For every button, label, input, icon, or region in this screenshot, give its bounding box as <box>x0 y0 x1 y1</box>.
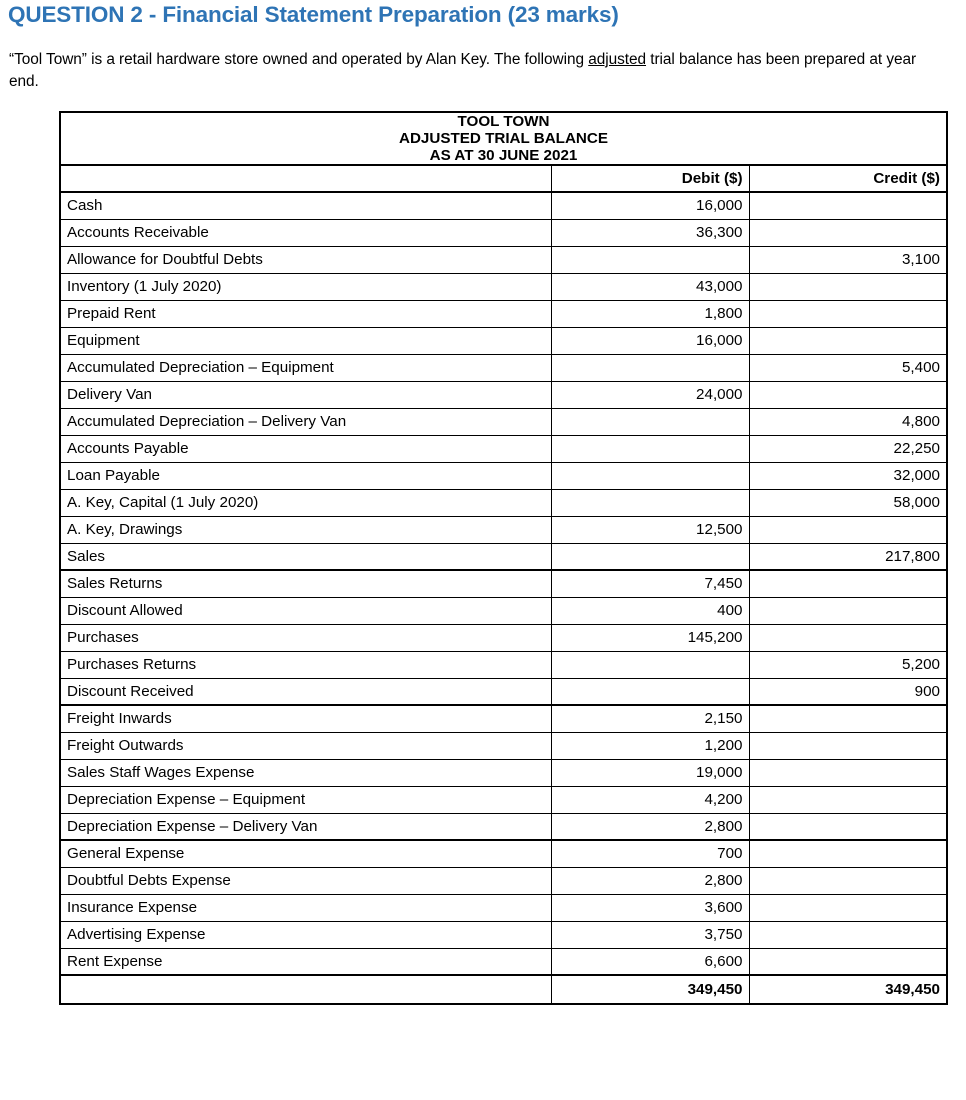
cell-account-name: Sales <box>60 543 551 570</box>
cell-account-name: Prepaid Rent <box>60 300 551 327</box>
cell-account-name: Cash <box>60 192 551 219</box>
trial-balance-container <box>59 111 946 1005</box>
table-row <box>60 435 947 462</box>
cell-debit-amount <box>551 489 749 516</box>
column-header-debit: Debit ($) <box>551 165 749 192</box>
cell-credit-amount <box>749 894 947 921</box>
table-row <box>60 813 947 840</box>
cell-account-name: Freight Outwards <box>60 732 551 759</box>
table-row <box>60 705 947 732</box>
cell-account-name: Allowance for Doubtful Debts <box>60 246 551 273</box>
cell-account-name: Sales Staff Wages Expense <box>60 759 551 786</box>
cell-credit-amount: 58,000 <box>749 489 947 516</box>
cell-credit-amount <box>749 732 947 759</box>
table-row <box>60 543 947 570</box>
table-row <box>60 327 947 354</box>
table-title-line-1: TOOL TOWN <box>457 113 550 130</box>
cell-credit-amount: 3,100 <box>749 246 947 273</box>
cell-debit-amount: 43,000 <box>551 273 749 300</box>
cell-account-name: Discount Received <box>60 678 551 705</box>
cell-account-name: Sales Returns <box>60 570 551 597</box>
cell-credit-amount <box>749 624 947 651</box>
page-title: QUESTION 2 - Financial Statement Preparation (23 marks) <box>8 2 619 27</box>
table-title-line-2: ADJUSTED TRIAL BALANCE <box>399 130 608 147</box>
intro-text-before: “Tool Town” is a retail hardware store owned and operated by Alan Key. The following <box>9 51 589 68</box>
cell-account-name: Inventory (1 July 2020) <box>60 273 551 300</box>
cell-credit-amount <box>749 192 947 219</box>
table-body <box>60 112 947 1004</box>
table-row <box>60 246 947 273</box>
cell-debit-amount: 3,750 <box>551 921 749 948</box>
cell-account-name: Advertising Expense <box>60 921 551 948</box>
table-row <box>60 570 947 597</box>
table-row <box>60 786 947 813</box>
cell-credit-amount <box>749 759 947 786</box>
cell-credit-amount <box>749 300 947 327</box>
cell-debit-amount: 4,200 <box>551 786 749 813</box>
adjusted-trial-balance-table <box>59 111 948 1005</box>
cell-account-name: Accounts Receivable <box>60 219 551 246</box>
cell-debit-amount: 2,800 <box>551 813 749 840</box>
cell-credit-amount: 217,800 <box>749 543 947 570</box>
table-row <box>60 462 947 489</box>
cell-debit-amount: 24,000 <box>551 381 749 408</box>
intro-emphasis-adjusted: adjusted <box>588 51 647 68</box>
cell-credit-amount: 900 <box>749 678 947 705</box>
cell-account-name: Doubtful Debts Expense <box>60 867 551 894</box>
cell-debit-amount <box>551 543 749 570</box>
cell-debit-amount: 16,000 <box>551 327 749 354</box>
table-row <box>60 921 947 948</box>
cell-debit-amount <box>551 651 749 678</box>
totals-row <box>60 975 947 1004</box>
cell-debit-amount: 400 <box>551 597 749 624</box>
table-row <box>60 651 947 678</box>
cell-credit-amount <box>749 948 947 975</box>
table-row <box>60 381 947 408</box>
cell-debit-amount: 1,800 <box>551 300 749 327</box>
cell-account-name: Rent Expense <box>60 948 551 975</box>
cell-credit-amount <box>749 813 947 840</box>
cell-account-name: Accumulated Depreciation – Delivery Van <box>60 408 551 435</box>
table-row <box>60 408 947 435</box>
cell-totals-label <box>60 975 551 1004</box>
table-row <box>60 948 947 975</box>
table-row <box>60 300 947 327</box>
cell-credit-amount <box>749 705 947 732</box>
table-row <box>60 354 947 381</box>
table-title-line-3: AS AT 30 JUNE 2021 <box>429 147 578 164</box>
cell-debit-amount <box>551 354 749 381</box>
cell-credit-amount <box>749 273 947 300</box>
cell-account-name: Delivery Van <box>60 381 551 408</box>
table-row <box>60 732 947 759</box>
cell-account-name: A. Key, Capital (1 July 2020) <box>60 489 551 516</box>
cell-debit-amount <box>551 435 749 462</box>
cell-account-name: A. Key, Drawings <box>60 516 551 543</box>
table-row <box>60 840 947 867</box>
cell-credit-amount <box>749 840 947 867</box>
cell-credit-amount: 4,800 <box>749 408 947 435</box>
cell-account-name: Depreciation Expense – Equipment <box>60 786 551 813</box>
cell-credit-amount: 5,200 <box>749 651 947 678</box>
cell-credit-amount <box>749 921 947 948</box>
cell-debit-amount <box>551 678 749 705</box>
cell-account-name: Loan Payable <box>60 462 551 489</box>
cell-credit-amount <box>749 219 947 246</box>
cell-totals-credit: 349,450 <box>749 975 947 1004</box>
cell-credit-amount: 5,400 <box>749 354 947 381</box>
table-row <box>60 219 947 246</box>
table-row <box>60 489 947 516</box>
table-row <box>60 516 947 543</box>
cell-debit-amount: 19,000 <box>551 759 749 786</box>
table-row <box>60 867 947 894</box>
cell-debit-amount: 145,200 <box>551 624 749 651</box>
cell-debit-amount: 12,500 <box>551 516 749 543</box>
column-header-row <box>60 165 947 192</box>
cell-credit-amount: 32,000 <box>749 462 947 489</box>
cell-account-name: Freight Inwards <box>60 705 551 732</box>
cell-credit-amount: 22,250 <box>749 435 947 462</box>
cell-debit-amount: 36,300 <box>551 219 749 246</box>
cell-account-name: Accumulated Depreciation – Equipment <box>60 354 551 381</box>
cell-credit-amount <box>749 327 947 354</box>
cell-account-name: Accounts Payable <box>60 435 551 462</box>
cell-account-name: Purchases Returns <box>60 651 551 678</box>
table-row <box>60 597 947 624</box>
cell-credit-amount <box>749 570 947 597</box>
cell-credit-amount <box>749 381 947 408</box>
cell-debit-amount: 700 <box>551 840 749 867</box>
table-title-cell <box>60 112 947 165</box>
cell-debit-amount: 1,200 <box>551 732 749 759</box>
cell-credit-amount <box>749 597 947 624</box>
cell-totals-debit: 349,450 <box>551 975 749 1004</box>
cell-credit-amount <box>749 516 947 543</box>
cell-debit-amount: 3,600 <box>551 894 749 921</box>
cell-account-name: Purchases <box>60 624 551 651</box>
cell-debit-amount: 7,450 <box>551 570 749 597</box>
table-row <box>60 273 947 300</box>
cell-account-name: Insurance Expense <box>60 894 551 921</box>
table-row <box>60 678 947 705</box>
table-row <box>60 624 947 651</box>
intro-text-after: trial balance has been prepared at year end. <box>9 51 917 90</box>
cell-account-name: Discount Allowed <box>60 597 551 624</box>
cell-debit-amount: 2,800 <box>551 867 749 894</box>
cell-credit-amount <box>749 786 947 813</box>
cell-debit-amount <box>551 246 749 273</box>
cell-account-name: Depreciation Expense – Delivery Van <box>60 813 551 840</box>
cell-debit-amount: 16,000 <box>551 192 749 219</box>
cell-credit-amount <box>749 867 947 894</box>
table-row <box>60 192 947 219</box>
table-row <box>60 759 947 786</box>
cell-debit-amount: 2,150 <box>551 705 749 732</box>
column-header-credit: Credit ($) <box>749 165 947 192</box>
cell-account-name: Equipment <box>60 327 551 354</box>
table-title-row <box>60 112 947 165</box>
cell-account-name: General Expense <box>60 840 551 867</box>
intro-paragraph <box>9 49 949 92</box>
column-header-account <box>60 165 551 192</box>
cell-debit-amount <box>551 462 749 489</box>
table-row <box>60 894 947 921</box>
cell-debit-amount <box>551 408 749 435</box>
cell-debit-amount: 6,600 <box>551 948 749 975</box>
